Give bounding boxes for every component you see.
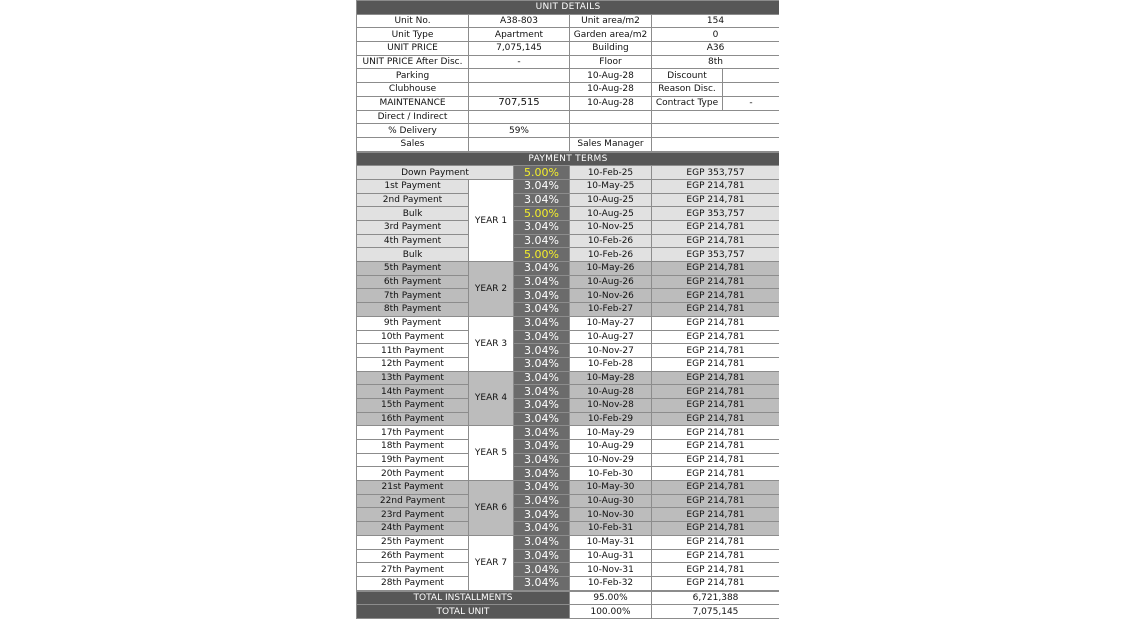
payment-label: Bulk [357,248,469,262]
payment-row [357,576,780,590]
clubhouse-label: Clubhouse [357,83,469,97]
payment-pct: 3.04% [514,179,570,193]
payment-label: 16th Payment [357,412,469,426]
reason-disc-value [723,83,780,97]
payment-row [357,207,780,221]
contract-type-value: - [723,96,780,110]
payment-row [357,398,780,412]
payment-date: 10-May-28 [570,371,652,385]
direct-indirect-value [469,110,570,124]
payment-date: 10-Nov-25 [570,221,652,235]
payment-date: 10-Feb-28 [570,357,652,371]
maintenance-date: 10-Aug-28 [570,96,652,110]
payment-date: 10-Aug-30 [570,494,652,508]
payment-row [357,357,780,371]
down-payment-row [357,166,780,180]
payment-pct: 3.04% [514,576,570,590]
discount-label: Discount [652,69,723,83]
payment-date: 10-Feb-30 [570,467,652,481]
payment-row [357,262,780,276]
contract-type-label: Contract Type [652,96,723,110]
unit-price-value: 7,075,145 [469,42,570,56]
payment-amount: EGP 214,781 [652,262,780,276]
payment-date: 10-Nov-28 [570,398,652,412]
payment-row [357,535,780,549]
payment-pct: 3.04% [514,275,570,289]
payment-amount: EGP 214,781 [652,440,780,454]
payment-label: 19th Payment [357,453,469,467]
payment-amount: EGP 214,781 [652,549,780,563]
payment-date: 10-Nov-30 [570,508,652,522]
payment-label: 5th Payment [357,262,469,276]
floor-label: Floor [570,55,652,69]
payment-pct: 3.04% [514,316,570,330]
payment-pct: 3.04% [514,494,570,508]
payment-label: 2nd Payment [357,193,469,207]
payment-pct: 3.04% [514,357,570,371]
payment-row [357,275,780,289]
payment-amount: EGP 214,781 [652,508,780,522]
down-payment-date: 10-Feb-25 [570,166,652,180]
year-label: YEAR 6 [469,481,514,536]
year-label: YEAR 2 [469,262,514,317]
payment-pct: 3.04% [514,221,570,235]
payment-amount: EGP 353,757 [652,207,780,221]
payment-amount: EGP 214,781 [652,522,780,536]
payment-pct: 3.04% [514,508,570,522]
payment-row [357,344,780,358]
payment-amount: EGP 214,781 [652,357,780,371]
sales-value [469,137,570,151]
payment-label: 25th Payment [357,535,469,549]
sales-manager-value [652,137,780,151]
payment-date: 10-Feb-27 [570,303,652,317]
unit-price-after-disc-value: - [469,55,570,69]
payment-terms-table [356,152,779,591]
direct-indirect-empty [570,110,652,124]
payment-row [357,193,780,207]
payment-label: 9th Payment [357,316,469,330]
payment-date: 10-May-25 [570,179,652,193]
building-label: Building [570,42,652,56]
payment-label: 6th Payment [357,275,469,289]
payment-row [357,481,780,495]
clubhouse-value [469,83,570,97]
payment-amount: EGP 214,781 [652,344,780,358]
total-installments-label: TOTAL INSTALLMENTS [357,591,570,605]
floor-value: 8th [652,55,780,69]
payment-amount: EGP 214,781 [652,412,780,426]
payment-amount: EGP 214,781 [652,289,780,303]
payment-row [357,248,780,262]
payment-amount: EGP 214,781 [652,494,780,508]
payment-amount: EGP 214,781 [652,535,780,549]
discount-value [723,69,780,83]
unit-type-label: Unit Type [357,28,469,42]
payment-date: 10-Aug-27 [570,330,652,344]
payment-label: 26th Payment [357,549,469,563]
payment-label: 7th Payment [357,289,469,303]
payment-label: Bulk [357,207,469,221]
year-label: YEAR 4 [469,371,514,426]
unit-no-value: A38-803 [469,14,570,28]
payment-amount: EGP 214,781 [652,193,780,207]
unit-area-value: 154 [652,14,780,28]
payment-amount: EGP 214,781 [652,467,780,481]
building-value: A36 [652,42,780,56]
payment-amount: EGP 214,781 [652,221,780,235]
total-installments-pct: 95.00% [570,591,652,605]
payment-label: 27th Payment [357,563,469,577]
payment-amount: EGP 214,781 [652,563,780,577]
payment-pct: 3.04% [514,481,570,495]
payment-row [357,221,780,235]
payment-pct: 3.04% [514,289,570,303]
payment-date: 10-Aug-31 [570,549,652,563]
payment-amount: EGP 214,781 [652,576,780,590]
unit-price-after-disc-label: UNIT PRICE After Disc. [357,55,469,69]
payment-pct: 3.04% [514,344,570,358]
payment-label: 13th Payment [357,371,469,385]
payment-amount: EGP 353,757 [652,248,780,262]
unit-details-title: UNIT DETAILS [357,1,780,15]
payment-label: 3rd Payment [357,221,469,235]
payment-row [357,179,780,193]
totals-table [356,591,779,619]
unit-details-table [356,0,779,152]
payment-label: 15th Payment [357,398,469,412]
payment-pct: 5.00% [514,207,570,221]
total-installments-row [357,591,780,605]
payment-label: 10th Payment [357,330,469,344]
payment-amount: EGP 214,781 [652,234,780,248]
payment-row [357,426,780,440]
payment-row [357,563,780,577]
payment-pct: 3.04% [514,385,570,399]
payment-date: 10-Aug-25 [570,207,652,221]
payment-date: 10-Nov-29 [570,453,652,467]
payment-row [357,412,780,426]
payment-row [357,303,780,317]
payment-row [357,508,780,522]
sales-label: Sales [357,137,469,151]
payment-row [357,234,780,248]
payment-row [357,440,780,454]
reason-disc-label: Reason Disc. [652,83,723,97]
garden-area-value: 0 [652,28,780,42]
payment-label: 4th Payment [357,234,469,248]
unit-no-label: Unit No. [357,14,469,28]
payment-label: 22nd Payment [357,494,469,508]
payment-date: 10-May-26 [570,262,652,276]
payment-date: 10-Feb-26 [570,234,652,248]
year-label: YEAR 7 [469,535,514,590]
direct-indirect-empty-2 [652,110,780,124]
delivery-empty-2 [652,124,780,138]
payment-date: 10-May-30 [570,481,652,495]
payment-label: 1st Payment [357,179,469,193]
payment-pct: 3.04% [514,330,570,344]
payment-amount: EGP 214,781 [652,385,780,399]
unit-type-value: Apartment [469,28,570,42]
payment-label: 20th Payment [357,467,469,481]
payment-amount: EGP 214,781 [652,303,780,317]
payment-pct: 3.04% [514,426,570,440]
payment-amount: EGP 214,781 [652,398,780,412]
payment-row [357,316,780,330]
payment-amount: EGP 214,781 [652,453,780,467]
payment-amount: EGP 214,781 [652,371,780,385]
payment-label: 12th Payment [357,357,469,371]
down-payment-label: Down Payment [357,166,514,180]
payment-date: 10-Aug-26 [570,275,652,289]
payment-label: 14th Payment [357,385,469,399]
garden-area-label: Garden area/m2 [570,28,652,42]
payment-row [357,453,780,467]
payment-pct: 3.04% [514,303,570,317]
total-installments-value: 6,721,388 [652,591,780,605]
parking-value [469,69,570,83]
payment-date: 10-May-29 [570,426,652,440]
payment-pct: 3.04% [514,262,570,276]
maintenance-value: 707,515 [469,96,570,110]
payment-row [357,330,780,344]
payment-date: 10-May-31 [570,535,652,549]
payment-date: 10-Aug-25 [570,193,652,207]
payment-date: 10-Aug-29 [570,440,652,454]
total-unit-label: TOTAL UNIT [357,605,570,619]
payment-pct: 3.04% [514,535,570,549]
payment-pct: 3.04% [514,412,570,426]
payment-pct: 3.04% [514,234,570,248]
payment-pct: 3.04% [514,467,570,481]
parking-date: 10-Aug-28 [570,69,652,83]
payment-terms-title: PAYMENT TERMS [357,152,780,166]
year-label: YEAR 5 [469,426,514,481]
delivery-label: % Delivery [357,124,469,138]
payment-label: 18th Payment [357,440,469,454]
payment-label: 8th Payment [357,303,469,317]
payment-row [357,289,780,303]
payment-row [357,371,780,385]
down-payment-pct: 5.00% [514,166,570,180]
payment-pct: 3.04% [514,371,570,385]
payment-label: 24th Payment [357,522,469,536]
payment-row [357,522,780,536]
unit-price-label: UNIT PRICE [357,42,469,56]
payment-amount: EGP 214,781 [652,179,780,193]
payment-label: 21st Payment [357,481,469,495]
payment-row [357,385,780,399]
payment-label: 17th Payment [357,426,469,440]
payment-date: 10-Feb-26 [570,248,652,262]
parking-label: Parking [357,69,469,83]
clubhouse-date: 10-Aug-28 [570,83,652,97]
total-unit-value: 7,075,145 [652,605,780,619]
total-unit-row [357,605,780,619]
payment-date: 10-Feb-32 [570,576,652,590]
payment-date: 10-Nov-27 [570,344,652,358]
payment-amount: EGP 214,781 [652,316,780,330]
payment-pct: 3.04% [514,549,570,563]
payment-amount: EGP 214,781 [652,481,780,495]
payment-plan-sheet [356,0,779,640]
payment-pct: 3.04% [514,522,570,536]
unit-area-label: Unit area/m2 [570,14,652,28]
payment-amount: EGP 214,781 [652,426,780,440]
payment-date: 10-Feb-31 [570,522,652,536]
payment-date: 10-Nov-31 [570,563,652,577]
payment-row [357,467,780,481]
delivery-empty [570,124,652,138]
payment-label: 11th Payment [357,344,469,358]
sales-manager-label: Sales Manager [570,137,652,151]
payment-pct: 5.00% [514,248,570,262]
payment-label: 28th Payment [357,576,469,590]
payment-pct: 3.04% [514,193,570,207]
direct-indirect-label: Direct / Indirect [357,110,469,124]
payment-pct: 3.04% [514,398,570,412]
delivery-value: 59% [469,124,570,138]
payment-row [357,494,780,508]
year-label: YEAR 1 [469,179,514,261]
year-label: YEAR 3 [469,316,514,371]
maintenance-label: MAINTENANCE [357,96,469,110]
payment-row [357,549,780,563]
payment-date: 10-Nov-26 [570,289,652,303]
total-unit-pct: 100.00% [570,605,652,619]
payment-amount: EGP 214,781 [652,275,780,289]
payment-date: 10-Aug-28 [570,385,652,399]
down-payment-amount: EGP 353,757 [652,166,780,180]
payment-date: 10-Feb-29 [570,412,652,426]
payment-label: 23rd Payment [357,508,469,522]
payment-pct: 3.04% [514,453,570,467]
payment-amount: EGP 214,781 [652,330,780,344]
payment-pct: 3.04% [514,440,570,454]
payment-pct: 3.04% [514,563,570,577]
payment-date: 10-May-27 [570,316,652,330]
